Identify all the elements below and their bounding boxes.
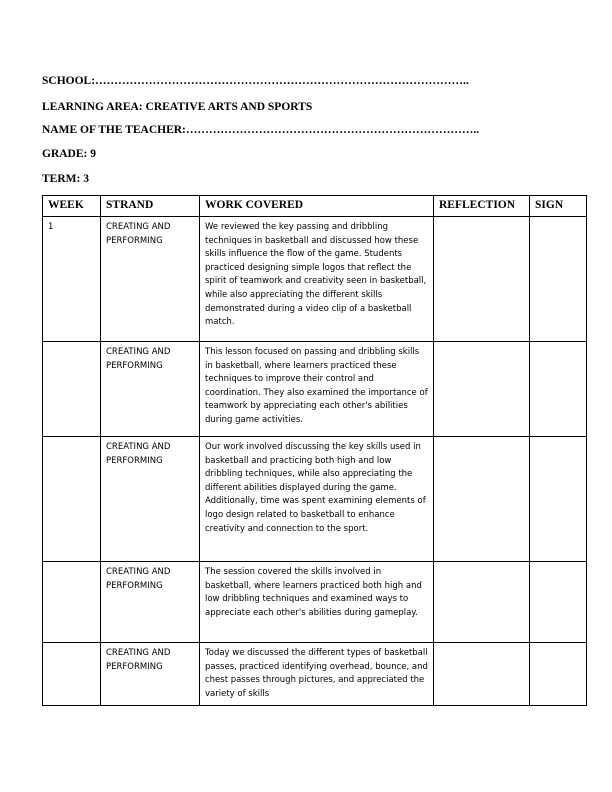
strand-cell: CREATING AND PERFORMING (101, 437, 200, 562)
column-header-week: WEEK (43, 196, 101, 217)
teacher-name-line: NAME OF THE TEACHER:………………………………………………………………….. (42, 124, 480, 136)
week-cell (43, 437, 101, 562)
work-covered-cell: Today we discussed the different types of basketball passes, practiced identifying overhead, bounce, and chest passes through pictures, and appreciated the variety of skills (200, 643, 434, 706)
reflection-cell[interactable] (434, 643, 530, 706)
school-line: SCHOOL:…………………………………………………………………………………….. (42, 75, 469, 87)
week-cell (43, 562, 101, 643)
column-header-sign: SIGN (530, 196, 587, 217)
sign-cell[interactable] (530, 437, 587, 562)
term-line: TERM: 3 (42, 173, 89, 185)
column-header-reflection: REFLECTION (434, 196, 530, 217)
work-covered-cell: We reviewed the key passing and dribbling techniques in basketball and discussed how these skills influence the flow of the game. Students practiced designing simple logos that reflect the spirit of teamwork and creativity seen in basketball, while also appreciating the different skills demonstrated during a video clip of a basketball match. (200, 217, 434, 342)
table-row (43, 643, 587, 706)
strand-cell: CREATING AND PERFORMING (101, 342, 200, 437)
table-row (43, 342, 587, 437)
table-header-row (43, 196, 587, 217)
work-covered-cell: The session covered the skills involved in basketball, where learners practiced both high and low dribbling techniques and examined ways to appreciate each other's abilities during gameplay. (200, 562, 434, 643)
sign-cell[interactable] (530, 342, 587, 437)
table-row (43, 217, 587, 342)
sign-cell[interactable] (530, 217, 587, 342)
reflection-cell[interactable] (434, 217, 530, 342)
work-covered-cell: Our work involved discussing the key skills used in basketball and practicing both high and low dribbling techniques, while also appreciating the different abilities displayed during the game. Additionally, time was spent examining elements of logo design related to basketball to enhance creativity and connection to the sport. (200, 437, 434, 562)
sign-cell[interactable] (530, 562, 587, 643)
column-header-work-covered: WORK COVERED (200, 196, 434, 217)
reflection-cell[interactable] (434, 562, 530, 643)
strand-cell: CREATING AND PERFORMING (101, 643, 200, 706)
strand-cell: CREATING AND PERFORMING (101, 217, 200, 342)
strand-cell: CREATING AND PERFORMING (101, 562, 200, 643)
reflection-cell[interactable] (434, 437, 530, 562)
table-row (43, 562, 587, 643)
week-cell: 1 (43, 217, 101, 342)
grade-line: GRADE: 9 (42, 148, 96, 160)
week-cell (43, 342, 101, 437)
work-covered-table (42, 195, 587, 706)
column-header-strand: STRAND (101, 196, 200, 217)
learning-area-line: LEARNING AREA: CREATIVE ARTS AND SPORTS (42, 101, 313, 113)
week-cell (43, 643, 101, 706)
reflection-cell[interactable] (434, 342, 530, 437)
table-row (43, 437, 587, 562)
sign-cell[interactable] (530, 643, 587, 706)
work-covered-cell: This lesson focused on passing and dribbling skills in basketball, where learners practiced these techniques to improve their control and coordination. They also examined the importance of teamwork by appreciating each other's abilities during game activities. (200, 342, 434, 437)
